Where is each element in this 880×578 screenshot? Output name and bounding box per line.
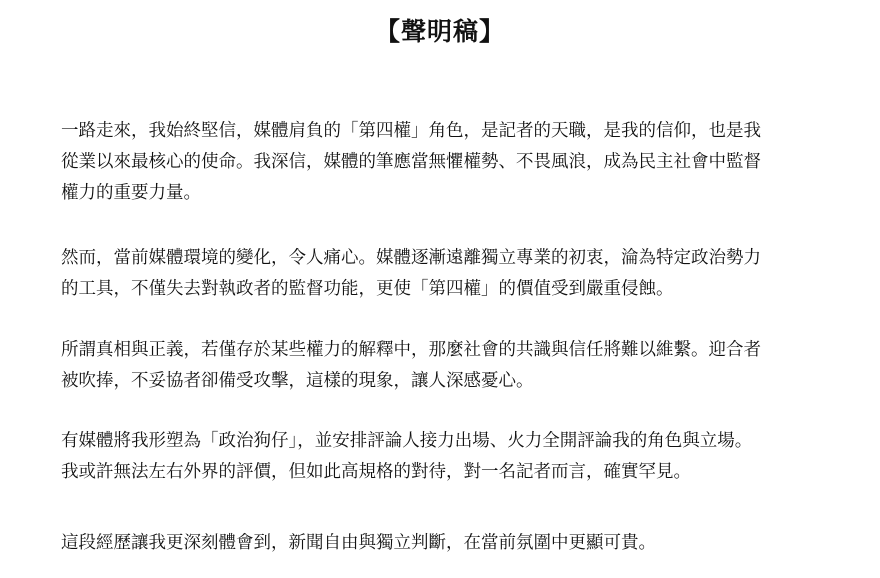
paragraph-5: [61, 528, 851, 559]
paragraph-line: 被吹捧，不妥協者卻備受攻擊，這樣的現象，讓人深感憂心。: [61, 371, 534, 391]
paragraph-line: 這段經歷讓我更深刻體會到，新聞自由與獨立判斷，在當前氛圍中更顯可貴。: [61, 533, 656, 553]
paragraph-4: [61, 426, 851, 488]
paragraph-1: [61, 116, 851, 209]
paragraph-line: 一路走來，我始終堅信，媒體肩負的「第四權」角色，是記者的天職，是我的信仰，也是我: [61, 121, 761, 141]
paragraph-line: 的工具，不僅失去對執政者的監督功能，更使「第四權」的價值受到嚴重侵蝕。: [61, 279, 674, 299]
paragraph-line: 從業以來最核心的使命。我深信，媒體的筆應當無懼權勢、不畏風浪，成為民主社會中監督: [61, 152, 761, 172]
paragraph-line: 我或許無法左右外界的評價，但如此高規格的對待，對一名記者而言，確實罕見。: [61, 462, 691, 482]
paragraph-line: 然而，當前媒體環境的變化，令人痛心。媒體逐漸遠離獨立專業的初衷，淪為特定政治勢力: [61, 248, 761, 268]
document-title: 【聲明稿】: [374, 17, 505, 46]
paragraph-line: 所謂真相與正義，若僅存於某些權力的解釋中，那麼社會的共識與信任將難以維繫。迎合者: [61, 340, 761, 360]
paragraph-2: [61, 243, 851, 305]
paragraph-line: 有媒體將我形塑為「政治狗仔」，並安排評論人接力出場、火力全開評論我的角色與立場。: [61, 431, 753, 451]
paragraph-3: [61, 335, 851, 397]
paragraph-line: 權力的重要力量。: [61, 183, 201, 203]
